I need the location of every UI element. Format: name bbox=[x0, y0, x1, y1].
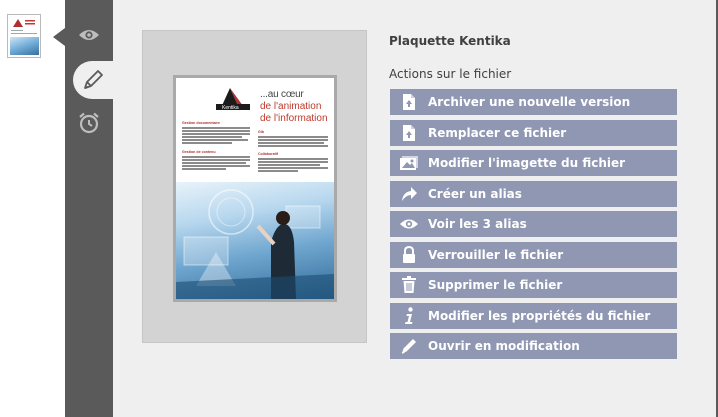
tab-edit[interactable] bbox=[73, 61, 113, 99]
preview-text-line bbox=[258, 161, 328, 163]
lock-file-button[interactable] bbox=[390, 242, 677, 268]
image-icon bbox=[390, 150, 428, 176]
preview-text-line bbox=[182, 142, 232, 144]
preview-text-line bbox=[258, 142, 324, 144]
share-arrow-icon bbox=[390, 181, 428, 207]
preview-text-line bbox=[182, 133, 250, 135]
action-label: Modifier les propriétés du fichier bbox=[428, 308, 651, 323]
tab-preview[interactable] bbox=[65, 16, 113, 54]
action-label: Ouvrir en modification bbox=[428, 339, 580, 353]
open-for-editing-button[interactable] bbox=[390, 333, 677, 359]
action-label: Verrouiller le fichier bbox=[428, 247, 564, 262]
tab-history[interactable] bbox=[65, 104, 113, 142]
actions-heading: Actions sur le fichier bbox=[389, 67, 512, 81]
lock-icon bbox=[390, 242, 428, 268]
thumbnail-strip bbox=[0, 0, 66, 417]
preview-title-line2: de l'animation bbox=[260, 101, 322, 112]
alarm-clock-icon bbox=[77, 111, 101, 135]
preview-title-line1: ...au cœur bbox=[260, 89, 304, 100]
preview-text-line bbox=[182, 127, 250, 129]
action-label: Créer un alias bbox=[428, 186, 522, 201]
thumbnail-photo bbox=[10, 37, 39, 55]
preview-text-line bbox=[258, 139, 328, 141]
svg-text:Kentika: Kentika bbox=[222, 105, 239, 111]
preview-text-line bbox=[182, 159, 250, 161]
active-thumbnail-pointer bbox=[53, 28, 65, 46]
action-label: Modifier l'imagette du fichier bbox=[428, 156, 626, 170]
delete-file-button[interactable] bbox=[390, 272, 677, 298]
preview-text-line bbox=[258, 170, 298, 172]
thumbnail-text-line bbox=[11, 30, 23, 31]
preview-text-line bbox=[258, 167, 328, 169]
preview-text-line bbox=[182, 136, 242, 138]
preview-section-heading: Collaboratif bbox=[258, 152, 278, 156]
action-label: Voir les 3 alias bbox=[428, 217, 527, 231]
preview-photo-illustration bbox=[176, 182, 334, 299]
preview-photo bbox=[176, 182, 334, 299]
archive-new-version-button[interactable] bbox=[390, 89, 677, 115]
preview-text-line bbox=[182, 168, 226, 170]
thumbnail-text-line bbox=[11, 33, 37, 34]
create-alias-button[interactable] bbox=[390, 181, 677, 207]
thumbnail-header-graphic bbox=[11, 18, 37, 28]
pencil-icon bbox=[390, 333, 428, 359]
preview-text-line bbox=[182, 130, 250, 132]
preview-text-line bbox=[258, 136, 328, 138]
kentika-logo-graphic bbox=[216, 84, 256, 112]
preview-text-line bbox=[182, 165, 250, 167]
trash-icon bbox=[390, 272, 428, 298]
preview-text-line bbox=[258, 145, 328, 147]
preview-text-line bbox=[182, 139, 248, 141]
document-title: Plaquette Kentika bbox=[389, 34, 511, 48]
preview-section-heading: Gestion documentaire bbox=[182, 121, 220, 125]
preview-text-line bbox=[258, 158, 328, 160]
preview-text-line bbox=[182, 156, 250, 158]
file-upload-icon bbox=[390, 89, 428, 115]
document-thumbnail[interactable] bbox=[7, 14, 41, 58]
preview-section-heading: Gib bbox=[258, 130, 264, 134]
pencil-icon bbox=[81, 68, 105, 92]
action-label: Supprimer le fichier bbox=[428, 278, 563, 292]
preview-text-line bbox=[258, 164, 320, 166]
edit-thumbnail-button[interactable] bbox=[390, 150, 677, 176]
preview-title-line3: de l'information bbox=[260, 113, 328, 124]
document-preview bbox=[142, 30, 367, 343]
edit-properties-button[interactable] bbox=[390, 303, 677, 329]
action-label: Remplacer ce fichier bbox=[428, 125, 567, 140]
eye-icon bbox=[390, 211, 428, 237]
replace-file-button[interactable] bbox=[390, 120, 677, 146]
info-icon bbox=[390, 303, 428, 329]
document-page[interactable] bbox=[173, 75, 337, 302]
file-replace-icon bbox=[390, 120, 428, 146]
preview-text-line bbox=[182, 162, 246, 164]
file-actions-panel bbox=[113, 0, 716, 417]
action-label: Archiver une nouvelle version bbox=[428, 95, 631, 109]
eye-icon bbox=[78, 28, 100, 42]
side-rail bbox=[65, 0, 113, 417]
view-aliases-button[interactable] bbox=[390, 211, 677, 237]
preview-section-heading: Gestion de contenu bbox=[182, 150, 216, 154]
